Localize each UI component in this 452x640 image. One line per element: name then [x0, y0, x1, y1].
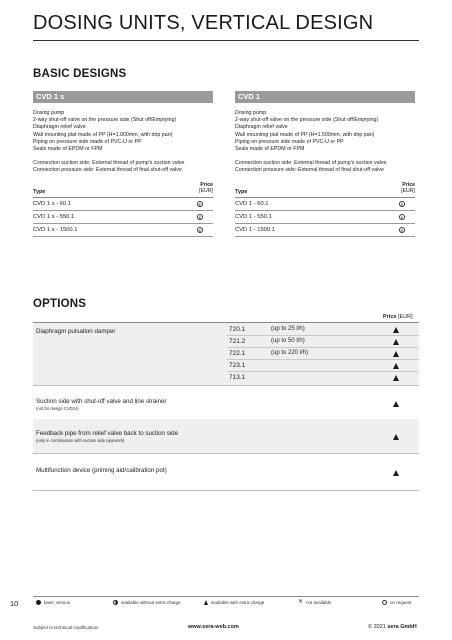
design-description	[33, 110, 213, 175]
on-request-icon: €	[198, 227, 202, 233]
copyright-company: sera GmbH	[387, 624, 417, 630]
type-name: CVD 1 s - 1500.1	[33, 226, 78, 233]
sub-divider	[227, 347, 419, 348]
copyright	[368, 624, 417, 630]
title-divider	[33, 40, 419, 41]
legend-item	[36, 600, 70, 605]
footer-divider	[33, 596, 419, 597]
on-request-icon: €	[198, 214, 202, 220]
option-note: (only in combination with suction side pipework)	[36, 438, 125, 443]
triangle-icon	[393, 401, 399, 407]
triangle-icon	[393, 351, 399, 357]
filled-circle-icon	[36, 600, 41, 605]
description-line: Diaphragm relief valve	[33, 124, 86, 131]
website-link[interactable]: www.sera-web.com	[188, 624, 239, 630]
option-divider	[33, 453, 419, 454]
options-price-label: Price	[383, 314, 397, 320]
page-title: DOSING UNITS, VERTICAL DESIGN	[33, 12, 374, 34]
description-line: Seals made of EPDM or FPM	[235, 146, 305, 153]
triangle-icon	[204, 600, 208, 605]
basic-designs-heading: BASIC DESIGNS	[33, 68, 127, 80]
options-heading: OPTIONS	[33, 298, 87, 310]
option-divider	[33, 385, 419, 386]
description-line: Seals made of EPDM or FPM	[33, 146, 103, 153]
type-row	[235, 224, 415, 237]
on-request-icon: €	[198, 201, 202, 207]
design-header: CVD 1 s	[33, 91, 213, 103]
description-line: Diaphragm relief valve	[235, 124, 288, 131]
disclaimer: Subject to technical modification!	[33, 625, 99, 630]
option-capacity: (up to 25 l/h)	[271, 326, 305, 332]
legend-item	[382, 600, 411, 605]
legend-label: available without extra charge	[121, 600, 181, 605]
option-code: 722.1	[229, 350, 246, 357]
legend-item	[298, 600, 331, 605]
type-table-header	[33, 181, 213, 198]
page-number: 10	[10, 599, 19, 608]
option-code: 721.2	[229, 338, 246, 345]
design-column-cvd1	[235, 91, 415, 237]
option-divider	[33, 490, 419, 491]
on-request-icon	[382, 600, 387, 605]
type-name: CVD 1 s - 60.1	[33, 200, 72, 207]
type-row	[33, 224, 213, 237]
legend-label: available with extra charge	[211, 600, 265, 605]
legend-label: on request	[390, 600, 412, 605]
option-capacity: (up to 50 l/h)	[271, 338, 305, 344]
triangle-icon	[393, 375, 399, 381]
price-label-text: Price	[402, 181, 415, 188]
triangle-icon	[393, 339, 399, 345]
on-request-icon: €	[400, 227, 404, 233]
legend-item	[204, 600, 264, 605]
type-row	[235, 198, 415, 211]
option-capacity: (up to 220 l/h)	[271, 350, 309, 356]
description-line: Wall mounting plat made of PP (H=1.000mm, with drip pan)	[33, 131, 173, 138]
on-request-icon: €	[400, 201, 404, 207]
option-label: Diaphragm pulsation damper	[36, 328, 116, 335]
description-line: 2-way shut-off valve on the pressure side (Shut off/Emptying)	[33, 117, 177, 124]
type-row	[33, 211, 213, 224]
triangle-icon	[393, 363, 399, 369]
price-unit-text: [EUR]	[401, 188, 415, 195]
type-column-label: Type	[235, 188, 248, 195]
description-line: Wall mounting plat made of PP (H=1.500mm, with drip pan)	[235, 131, 375, 138]
option-label: Suction side with shut-off valve and line strainer	[36, 398, 167, 405]
price-unit-text: [EUR]	[199, 188, 213, 195]
type-row	[33, 198, 213, 211]
legend-item	[113, 600, 181, 605]
description-line: Dosing pump	[33, 110, 65, 116]
type-name: CVD 1 - 1500.1	[235, 226, 275, 233]
sub-divider	[227, 359, 419, 360]
sub-divider	[227, 335, 419, 336]
connection-line: Connection pressure side: External thread of final shut-off valve	[235, 167, 384, 174]
design-header: CVD 1	[235, 91, 415, 103]
option-label: Feedback pipe from relief valve back to suction side	[36, 430, 179, 437]
type-name: CVD 1 - 550.1	[235, 213, 272, 220]
price-column-label	[401, 182, 415, 195]
price-label-text: Price	[200, 181, 213, 188]
spacer	[235, 153, 415, 160]
option-code: 723.1	[229, 362, 246, 369]
spacer	[33, 153, 213, 160]
type-table-header	[235, 181, 415, 198]
type-name: CVD 1 s - 550.1	[33, 213, 75, 220]
option-code: 713.1	[229, 374, 246, 381]
design-column-cvd1s	[33, 91, 213, 237]
half-circle-icon	[113, 600, 118, 605]
options-price-unit: [EUR]	[398, 314, 413, 320]
type-column-label: Type	[33, 188, 46, 195]
option-label: Multifunction device (priming aid/calibration pot)	[36, 467, 167, 474]
on-request-icon: €	[400, 214, 404, 220]
price-column-label	[199, 182, 213, 195]
triangle-icon	[393, 434, 399, 440]
description-line: Piping on pressure side made of PVC-U or PP	[33, 138, 142, 145]
connection-line: Connection suction side: External thread of pump's suction valve	[33, 160, 185, 167]
connection-line: Connection pressure side: External thread of final shut-off valve	[33, 167, 182, 174]
type-row	[235, 211, 415, 224]
connection-line: Connection suction side: External thread of pump's suction valve	[235, 160, 387, 167]
triangle-icon	[393, 327, 399, 333]
design-description	[235, 110, 415, 175]
legend-label: basic version	[44, 600, 71, 605]
type-name: CVD 1 - 60.1	[235, 200, 269, 207]
description-line: Piping on pressure side made of PVC-U or PP	[235, 138, 344, 145]
description-line: 2-way shut-off valve on the pressure side (Shut off/Emptying)	[235, 117, 379, 124]
option-code: 720.1	[229, 326, 246, 333]
description-line: Dosing pump	[235, 110, 267, 116]
options-price-header	[383, 314, 413, 320]
option-note: (not for design CVD1s)	[36, 406, 79, 411]
triangle-icon	[393, 470, 399, 476]
legend-label: not available	[306, 600, 332, 605]
cross-icon: ✕	[298, 599, 304, 605]
sub-divider	[227, 371, 419, 372]
copyright-year: © 2021	[368, 624, 386, 630]
